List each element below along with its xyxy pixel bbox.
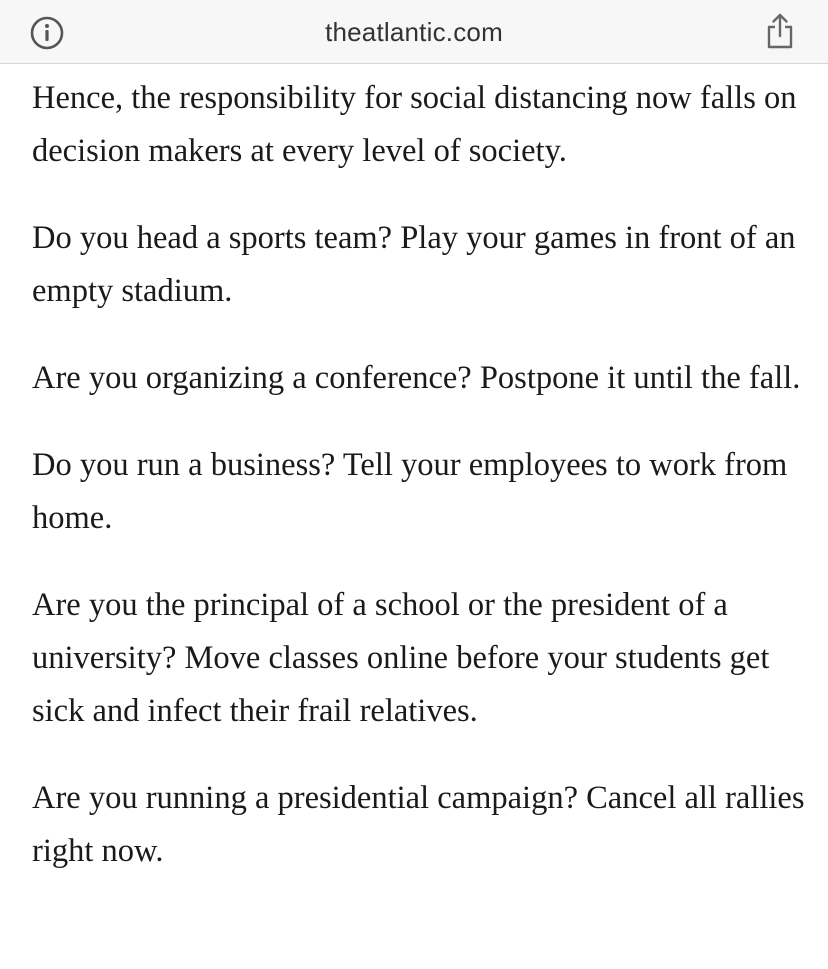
article-body xyxy=(32,72,822,912)
share-icon[interactable] xyxy=(764,12,796,50)
article-paragraph: Hence, the responsibility for social distancing now falls on decision makers at every level of society. xyxy=(32,80,797,169)
article-paragraph: Do you head a sports team? Play your games in front of an empty stadium. xyxy=(32,220,796,309)
browser-address-bar xyxy=(0,0,828,64)
site-domain[interactable]: theatlantic.com xyxy=(325,17,503,47)
article-paragraph: Are you the principal of a school or the president of a university? Move classes online before your students get sick and infect their frail relatives. xyxy=(32,587,770,729)
article-paragraph: Do you run a business? Tell your employees to work from home. xyxy=(32,447,788,536)
article-paragraph: Are you running a presidential campaign? Cancel all rallies right now. xyxy=(32,780,805,869)
article-paragraph: Are you organizing a conference? Postpone it until the fall. xyxy=(32,360,801,396)
